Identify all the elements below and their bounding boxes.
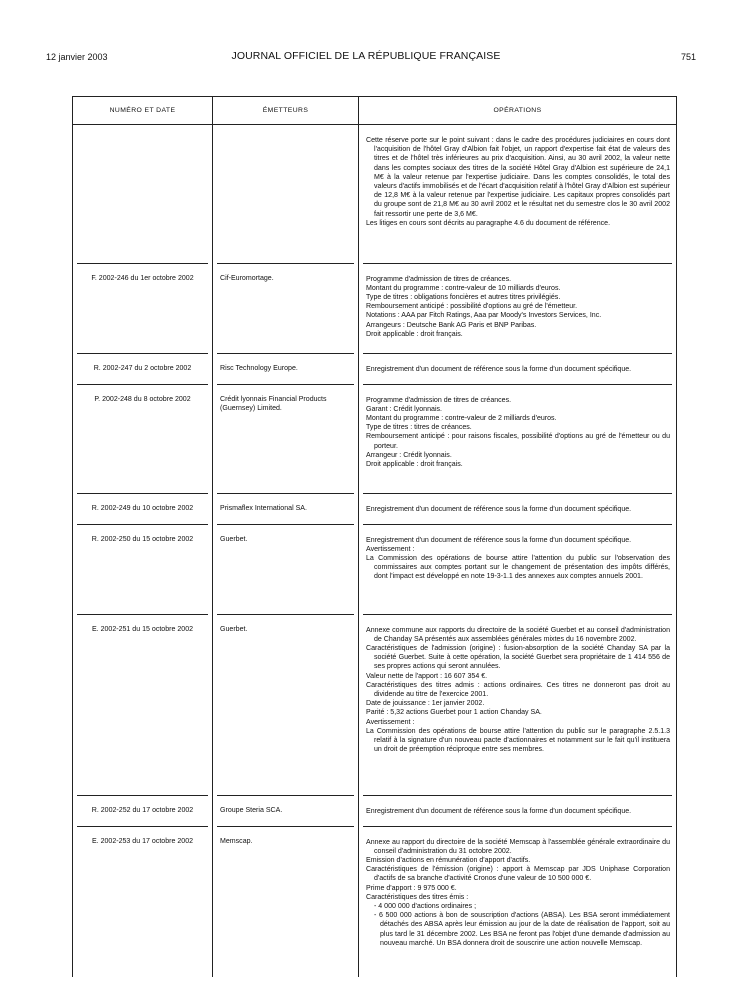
operations-text (359, 827, 676, 954)
table-row (73, 525, 677, 615)
operations-text (359, 615, 676, 761)
operation-paragraph: Caractéristiques des titres admis : actions ordinaires. Ces titres ne donneront pas droit au dividende au titre de l'exercice 2001. (366, 681, 670, 698)
operation-paragraph: Type de titres : obligations foncières et autres titres privilégiés. (366, 293, 561, 301)
operation-paragraph: Annexe commune aux rapports du directoire de la société Guerbet et au conseil d'administration de Chanday SA présentés aux assemblées générales mixtes du 16 novembre 2002. (366, 626, 670, 643)
operations-text (359, 525, 676, 588)
operations-cell (359, 125, 677, 264)
emetteur-cell (213, 615, 359, 796)
emetteur-name: Crédit lyonnais Financial Products (Guernsey) Limited. (220, 395, 327, 412)
operation-paragraph: Date de jouissance : 1er janvier 2002. (366, 700, 485, 708)
emetteur-name: Guerbet. (220, 625, 248, 633)
operation-paragraph: Notations : AAA par Fitch Ratings, Aaa par Moody's Investors Services, Inc. (366, 312, 602, 320)
header-journal-title: JOURNAL OFFICIEL DE LA RÉPUBLIQUE FRANÇAISE (231, 50, 501, 62)
numero-cell (73, 125, 213, 264)
operation-paragraph: - 4 000 000 d'actions ordinaires ; (374, 902, 477, 910)
numero-et-date: R. 2002-252 du 17 octobre 2002 (91, 806, 194, 814)
table-row (73, 796, 677, 827)
operation-paragraph: Emission d'actions en rémunération d'apport d'actifs. (366, 856, 531, 864)
numero-cell (73, 615, 213, 796)
column-header-emetteurs: ÉMETTEURS (213, 97, 359, 125)
operation-paragraph: Montant du programme : contre-valeur de 2 milliards d'euros. (366, 414, 557, 422)
page-header (46, 50, 696, 66)
operation-paragraph: Avertissement : (366, 718, 415, 726)
operation-paragraph: Enregistrement d'un document de référence sous la forme d'un document spécifique. (366, 365, 632, 373)
emetteur-name: Memscap. (220, 837, 253, 845)
operations-cell (359, 264, 677, 354)
operations-text (359, 125, 676, 234)
table-row (73, 494, 677, 525)
operation-paragraph: Droit applicable : droit français. (366, 330, 463, 338)
numero-et-date (73, 125, 212, 141)
numero-et-date: E. 2002-253 du 17 octobre 2002 (91, 837, 194, 845)
operation-paragraph: Montant du programme : contre-valeur de 10 milliards d'euros. (366, 284, 561, 292)
emetteur-name: Groupe Steria SCA. (220, 806, 283, 814)
operation-paragraph: Enregistrement d'un document de référence sous la forme d'un document spécifique. (366, 505, 632, 513)
operation-paragraph: La Commission des opérations de bourse attire l'attention du public sur l'observation des commissaires aux comptes portant sur le changement de présentation des impôts différés, dont l'impact est développé en note 19-3-1.1 des annexes aux comptes annuels 2001. (366, 554, 670, 581)
emetteur-cell (213, 354, 359, 385)
emetteur-cell (213, 125, 359, 264)
operation-paragraph: Annexe au rapport du directoire de la société Memscap à l'assemblée générale extraordinaire du conseil d'administration du 31 octobre 2002. (366, 838, 670, 855)
emetteur-cell (213, 796, 359, 827)
numero-et-date: R. 2002-250 du 15 octobre 2002 (91, 535, 194, 543)
emetteur-cell (213, 385, 359, 494)
numero-et-date: R. 2002-249 du 10 octobre 2002 (91, 504, 194, 512)
operation-paragraph: Caractéristiques des titres émis : (366, 893, 469, 901)
operation-paragraph: Garant : Crédit lyonnais. (366, 405, 442, 413)
operation-paragraph: Cette réserve porte sur le point suivant : dans le cadre des procédures judiciaires en cours dont l'acquisition de l'hôtel Gray d'Albion fait l'objet, un rapport d'expertise fait état de valeurs des titres et de l'hôtel très inférieures au prix d'acquisition. Ainsi, au 30 avril 2002, la valeur nette dans les comptes sociaux des titres de la société Hôtel Gray d'Albion est supérieure de 24,1 M€ à la valeur retenue par l'expertise judiciaire. Dans les comptes consolidés, le total des valeurs d'actifs immobilisés et de l'écart d'acquisition relatif à l'hôtel Gray d'Albion est supérieur de 12,8 M€ à la valeur retenue par l'expertise judiciaire. Les capitaux propres consolidés part du groupe sont de 21,8 M€ au 30 avril 2002 et le résultat net du semestre clos le 30 avril 2002 fait ressortir une perte de 3,6 M€. (366, 137, 670, 218)
operation-paragraph: Arrangeurs : Deutsche Bank AG Paris et BNP Paribas. (366, 321, 537, 329)
table-row (73, 385, 677, 494)
operations-cell (359, 385, 677, 494)
operations-text (359, 264, 676, 345)
operations-text (359, 385, 676, 476)
operation-paragraph: Avertissement : (366, 545, 415, 553)
numero-cell (73, 796, 213, 827)
operations-cell (359, 525, 677, 615)
emetteur-cell (213, 494, 359, 525)
operation-paragraph: Remboursement anticipé : pour raisons fiscales, possibilité d'options au gré de l'émetteur ou du porteur. (366, 433, 670, 450)
operations-text (359, 354, 676, 380)
operation-paragraph: Valeur nette de l'apport : 16 607 354 €. (366, 672, 488, 680)
numero-cell (73, 385, 213, 494)
operation-paragraph: Parité : 5,32 actions Guerbet pour 1 action Chanday SA. (366, 709, 542, 717)
operation-paragraph: Droit applicable : droit français. (366, 460, 463, 468)
operations-cell (359, 354, 677, 385)
operations-cell (359, 827, 677, 977)
operation-paragraph: Caractéristiques de l'émission (origine) : apport à Memscap par JDS Uniphase Corporation d'actifs de sa branche d'activité Cronos d'une valeur de 10 500 000 €. (366, 866, 670, 883)
operation-paragraph: Type de titres : titres de créances. (366, 424, 472, 432)
operations-cell (359, 796, 677, 827)
column-header-numero: NUMÉRO ET DATE (73, 97, 213, 125)
header-page-number: 751 (680, 52, 696, 62)
operation-paragraph: Programme d'admission de titres de créances. (366, 275, 512, 283)
table-row (73, 827, 677, 977)
operation-paragraph: Remboursement anticipé : possibilité d'options au gré de l'émetteur. (366, 303, 578, 311)
numero-et-date: E. 2002-251 du 15 octobre 2002 (91, 625, 194, 633)
operation-paragraph: Programme d'admission de titres de créances. (366, 396, 512, 404)
operation-paragraph: Enregistrement d'un document de référence sous la forme d'un document spécifique. (366, 536, 632, 544)
operations-text (359, 494, 676, 520)
table-body (73, 125, 677, 977)
numero-et-date: P. 2002-248 du 8 octobre 2002 (94, 395, 191, 403)
emetteur-name: Prismaflex International SA. (220, 504, 307, 512)
operations-table (72, 96, 677, 977)
table-header-row (73, 97, 677, 125)
operation-paragraph: - 6 500 000 actions à bon de souscription d'actions (ABSA). Les BSA seront immédiatement détachés des ABSA après leur émission au jour de la date de réalisation de l'apport, soit au plus tard le 31 décembre 2002. Les BSA ne feront pas l'objet d'une demande d'admission au nouveau marché. Un BSA donnera droit de souscrire une action nouvelle Memscap. (374, 912, 670, 947)
column-header-operations: OPÉRATIONS (359, 97, 677, 125)
operation-paragraph: Les litiges en cours sont décrits au paragraphe 4.6 du document de référence. (366, 219, 611, 227)
emetteur-cell (213, 264, 359, 354)
operation-paragraph: Caractéristiques de l'admission (origine) : fusion-absorption de la société Chanday SA par la société Guerbet. Suite à cette opération, la société Guerbet sera propriétaire de 1 414 556 de ses propres actions qui seront annulées. (366, 644, 670, 671)
numero-cell (73, 354, 213, 385)
operations-text (359, 796, 676, 822)
operation-paragraph: Prime d'apport : 9 975 000 €. (366, 884, 457, 892)
table-row (73, 125, 677, 264)
emetteur-cell (213, 827, 359, 977)
emetteur-name: Cif-Euromortage. (220, 274, 274, 282)
operation-paragraph: La Commission des opérations de bourse attire l'attention du public sur le paragraphe 2.5.1.3 relatif à la signature d'un nouveau pacte d'actionnaires et notamment sur le fait qu'il instituera un droit de préemption réciproque entre ses membres. (366, 727, 670, 754)
operations-cell (359, 615, 677, 796)
numero-cell (73, 525, 213, 615)
emetteur-cell (213, 525, 359, 615)
emetteur-name: Risc Technology Europe. (220, 364, 298, 372)
emetteur-name (213, 125, 358, 141)
table-row (73, 354, 677, 385)
numero-cell (73, 494, 213, 525)
operation-paragraph: Arrangeur : Crédit lyonnais. (366, 451, 452, 459)
operation-paragraph: Enregistrement d'un document de référence sous la forme d'un document spécifique. (366, 807, 632, 815)
table-row (73, 264, 677, 354)
numero-cell (73, 827, 213, 977)
numero-et-date: R. 2002-247 du 2 octobre 2002 (93, 364, 192, 372)
numero-et-date: F. 2002-246 du 1er octobre 2002 (91, 274, 194, 282)
operations-cell (359, 494, 677, 525)
numero-cell (73, 264, 213, 354)
emetteur-name: Guerbet. (220, 535, 248, 543)
header-date: 12 janvier 2003 (46, 52, 108, 62)
table-row (73, 615, 677, 796)
